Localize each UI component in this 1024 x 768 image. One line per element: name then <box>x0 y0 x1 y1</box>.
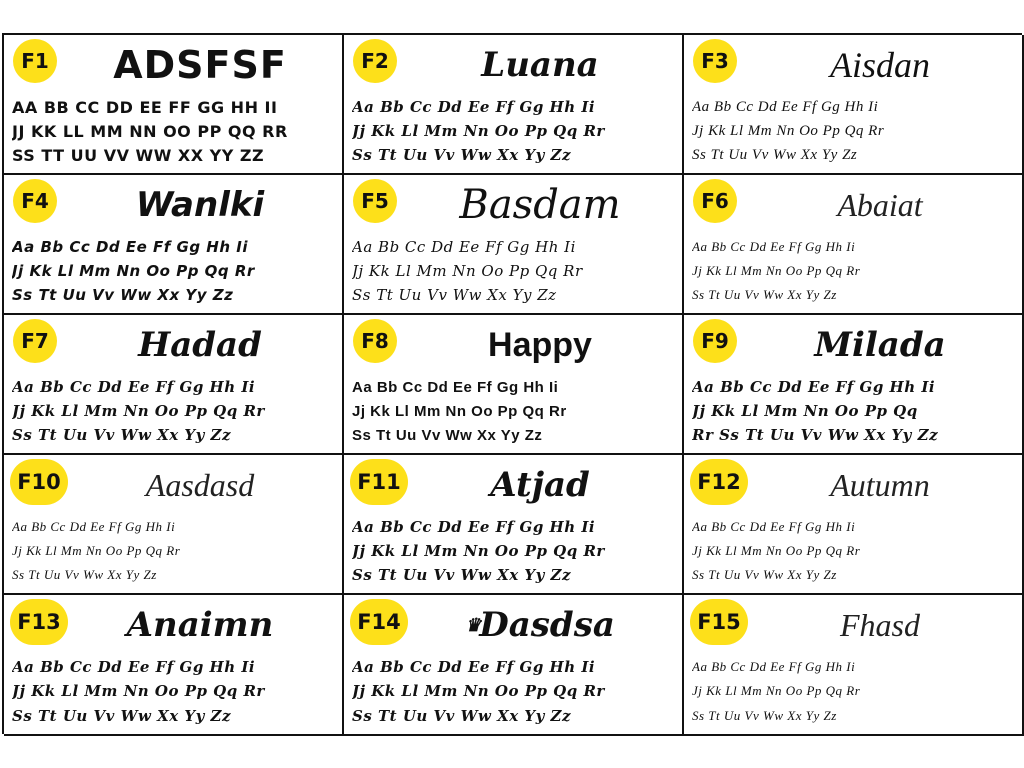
alphabet-line: Jj Kk Ll Mm Nn Oo Pp Qq Rr <box>352 122 605 140</box>
font-id-badge: F6 <box>693 179 737 223</box>
font-id-badge: F13 <box>10 599 68 645</box>
alphabet-line: Jj Kk Ll Mm Nn Oo Pp Qq Rr <box>12 682 265 701</box>
alphabet-line: Ss Tt Uu Vv Ww Xx Yy Zz <box>12 706 231 725</box>
alphabet-sample <box>352 655 676 728</box>
alphabet-line: Ss Tt Uu Vv Ww Xx Yy Zz <box>12 567 157 582</box>
font-panel-f5 <box>344 175 684 315</box>
font-sample-name-text: Happy <box>488 325 592 364</box>
font-sample-name <box>404 597 676 653</box>
alphabet-line: Aa Bb Cc Dd Ee Ff Gg Hh Ii <box>12 519 176 534</box>
font-sample-name <box>744 37 1016 93</box>
font-sample-name <box>64 457 336 513</box>
alphabet-line: Aa Bb Cc Dd Ee Ff Gg Hh Ii <box>692 659 856 675</box>
font-panel-f11 <box>344 455 684 595</box>
font-id-badge: F8 <box>353 319 397 363</box>
font-sample-name <box>744 597 1016 653</box>
alphabet-sample <box>352 235 676 307</box>
alphabet-line: Jj Kk Ll Mm Nn Oo Pp Qq Rr <box>692 683 861 699</box>
font-id-badge: F3 <box>693 39 737 83</box>
alphabet-line: Aa Bb Cc Dd Ee Ff Gg Hh Ii <box>12 378 256 396</box>
font-sample-name-text: Wanlki <box>135 185 265 225</box>
font-panel-f9 <box>684 315 1024 455</box>
alphabet-sample <box>692 655 1016 728</box>
alphabet-line: JJ KK LL MM NN OO PP QQ RR <box>12 121 288 141</box>
font-sample-name <box>64 37 336 93</box>
font-panel-f14 <box>344 595 684 736</box>
font-sample-name-text: Fhasd <box>840 606 920 643</box>
alphabet-line: Jj Kk Ll Mm Nn Oo Pp Qq Rr <box>12 402 265 420</box>
font-sample-name-text: Basdam <box>459 182 621 228</box>
alphabet-line: Ss Tt Uu Vv Ww Xx Yy Zz <box>352 426 543 444</box>
alphabet-sample <box>12 655 336 728</box>
font-sample-name <box>744 317 1016 373</box>
font-id-badge: F4 <box>13 179 57 223</box>
font-id-badge: F10 <box>10 459 68 505</box>
alphabet-line: Jj Kk Ll Mm Nn Oo Pp Qq Rr <box>352 262 583 280</box>
alphabet-line: Jj Kk Ll Mm Nn Oo Pp Qq Rr <box>12 262 255 280</box>
alphabet-line: Aa Bb Cc Dd Ee Ff Gg Hh Ii <box>352 98 596 116</box>
alphabet-line: Jj Kk Ll Mm Nn Oo Pp Qq Rr <box>692 543 861 558</box>
alphabet-line: Aa Bb Cc Dd Ee Ff Gg Hh Ii <box>692 98 879 115</box>
font-sample-name-text: Hadad <box>138 325 262 365</box>
alphabet-line: Ss Tt Uu Vv Ww Xx Yy Zz <box>692 707 837 723</box>
font-id-badge: F12 <box>690 459 748 505</box>
font-sample-name <box>404 317 676 373</box>
font-sample-name-text: Dasdsa <box>479 605 615 645</box>
font-panel-f13 <box>4 595 344 736</box>
alphabet-line: Aa Bb Cc Dd Ee Ff Gg Hh Ii <box>692 239 856 254</box>
font-sample-name-text: Abaiat <box>837 186 923 223</box>
alphabet-line: Aa Bb Cc Dd Ee Ff Gg Hh Ii <box>352 658 596 677</box>
alphabet-line: Ss Tt Uu Vv Ww Xx Yy Zz <box>692 567 837 582</box>
alphabet-sample <box>12 95 336 167</box>
alphabet-line: Jj Kk Ll Mm Nn Oo Pp Qq Rr <box>692 263 861 278</box>
font-sample-name-text: Autumn <box>830 466 930 503</box>
alphabet-line: Ss Tt Uu Vv Ww Xx Yy Zz <box>12 426 231 444</box>
alphabet-line: Rr Ss Tt Uu Vv Ww Xx Yy Zz <box>692 426 939 444</box>
font-sample-name-text: Aasdasd <box>145 466 255 503</box>
alphabet-line: Jj Kk Ll Mm Nn Oo Pp Qq Rr <box>352 682 605 701</box>
font-sample-name-text: Atjad <box>490 465 590 505</box>
alphabet-line: Jj Kk Ll Mm Nn Oo Pp Qq Rr <box>352 402 567 420</box>
alphabet-sample <box>352 95 676 167</box>
alphabet-line: Jj Kk Ll Mm Nn Oo Pp Qq Rr <box>692 122 885 139</box>
alphabet-sample <box>12 375 336 447</box>
font-sample-name <box>404 177 676 233</box>
crown-icon: ♛ <box>465 614 482 636</box>
font-sample-name-text: Luana <box>481 45 599 85</box>
font-id-badge: F1 <box>13 39 57 83</box>
alphabet-line: Aa Bb Cc Dd Ee Ff Gg Hh Ii <box>692 519 856 534</box>
alphabet-line: Ss Tt Uu Vv Ww Xx Yy Zz <box>352 146 571 164</box>
alphabet-sample <box>12 515 336 587</box>
font-panel-f15 <box>684 595 1024 736</box>
font-panel-f3 <box>684 35 1024 175</box>
alphabet-sample <box>12 235 336 307</box>
font-sample-name-text: Anaimn <box>126 605 274 645</box>
font-id-badge: F9 <box>693 319 737 363</box>
font-panel-f1 <box>4 35 344 175</box>
font-panel-f4 <box>4 175 344 315</box>
alphabet-sample <box>692 515 1016 587</box>
alphabet-sample <box>352 375 676 447</box>
alphabet-line: Ss Tt Uu Vv Ww Xx Yy Zz <box>692 287 837 302</box>
alphabet-line: Aa Bb Cc Dd Ee Ff Gg Hh Ii <box>12 658 256 677</box>
font-id-badge: F15 <box>690 599 748 645</box>
alphabet-line: Ss Tt Uu Vv Ww Xx Yy Zz <box>352 566 571 584</box>
alphabet-line: Aa Bb Cc Dd Ee Ff Gg Hh Ii <box>352 378 559 396</box>
font-panel-f10 <box>4 455 344 595</box>
font-sample-name-text: Milada <box>814 325 946 365</box>
font-sample-name <box>64 177 336 233</box>
font-id-badge: F7 <box>13 319 57 363</box>
font-panel-f7 <box>4 315 344 455</box>
alphabet-line: Ss Tt Uu Vv Ww Xx Yy Zz <box>12 286 234 304</box>
font-sample-grid <box>2 33 1022 734</box>
alphabet-line: Ss Tt Uu Vv Ww Xx Yy Zz <box>352 706 571 725</box>
alphabet-line: Ss Tt Uu Vv Ww Xx Yy Zz <box>352 286 557 304</box>
alphabet-line: Aa Bb Cc Dd Ee Ff Gg Hh Ii <box>12 238 248 256</box>
alphabet-sample <box>692 235 1016 307</box>
alphabet-line: Aa Bb Cc Dd Ee Ff Gg Hh Ii <box>352 518 596 536</box>
font-sample-name-text: ADSFSF <box>113 43 287 87</box>
font-panel-f12 <box>684 455 1024 595</box>
font-sample-name <box>404 457 676 513</box>
font-sample-name <box>64 317 336 373</box>
alphabet-line: Jj Kk Ll Mm Nn Oo Pp Qq Rr <box>12 543 181 558</box>
alphabet-line: AA BB CC DD EE FF GG HH II <box>12 97 278 117</box>
font-panel-f6 <box>684 175 1024 315</box>
font-sample-name <box>744 457 1016 513</box>
alphabet-sample <box>352 515 676 587</box>
alphabet-sample <box>692 95 1016 167</box>
alphabet-sample <box>692 375 1016 447</box>
font-panel-f8 <box>344 315 684 455</box>
alphabet-line: Jj Kk Ll Mm Nn Oo Pp Qq Rr <box>352 542 605 560</box>
font-sample-name <box>404 37 676 93</box>
font-sample-name <box>64 597 336 653</box>
font-id-badge: F2 <box>353 39 397 83</box>
alphabet-line: Jj Kk Ll Mm Nn Oo Pp Qq <box>692 402 918 420</box>
font-id-badge: F5 <box>353 179 397 223</box>
alphabet-line: SS TT UU VV WW XX YY ZZ <box>12 145 265 165</box>
font-id-badge: F11 <box>350 459 408 505</box>
font-sample-name-text: Aisdan <box>829 45 930 85</box>
alphabet-line: Aa Bb Cc Dd Ee Ff Gg Hh Ii <box>352 238 576 256</box>
alphabet-line: Aa Bb Cc Dd Ee Ff Gg Hh Ii <box>692 378 936 396</box>
font-panel-f2 <box>344 35 684 175</box>
font-sample-name <box>744 177 1016 233</box>
font-id-badge: F14 <box>350 599 408 645</box>
alphabet-line: Ss Tt Uu Vv Ww Xx Yy Zz <box>692 146 858 163</box>
